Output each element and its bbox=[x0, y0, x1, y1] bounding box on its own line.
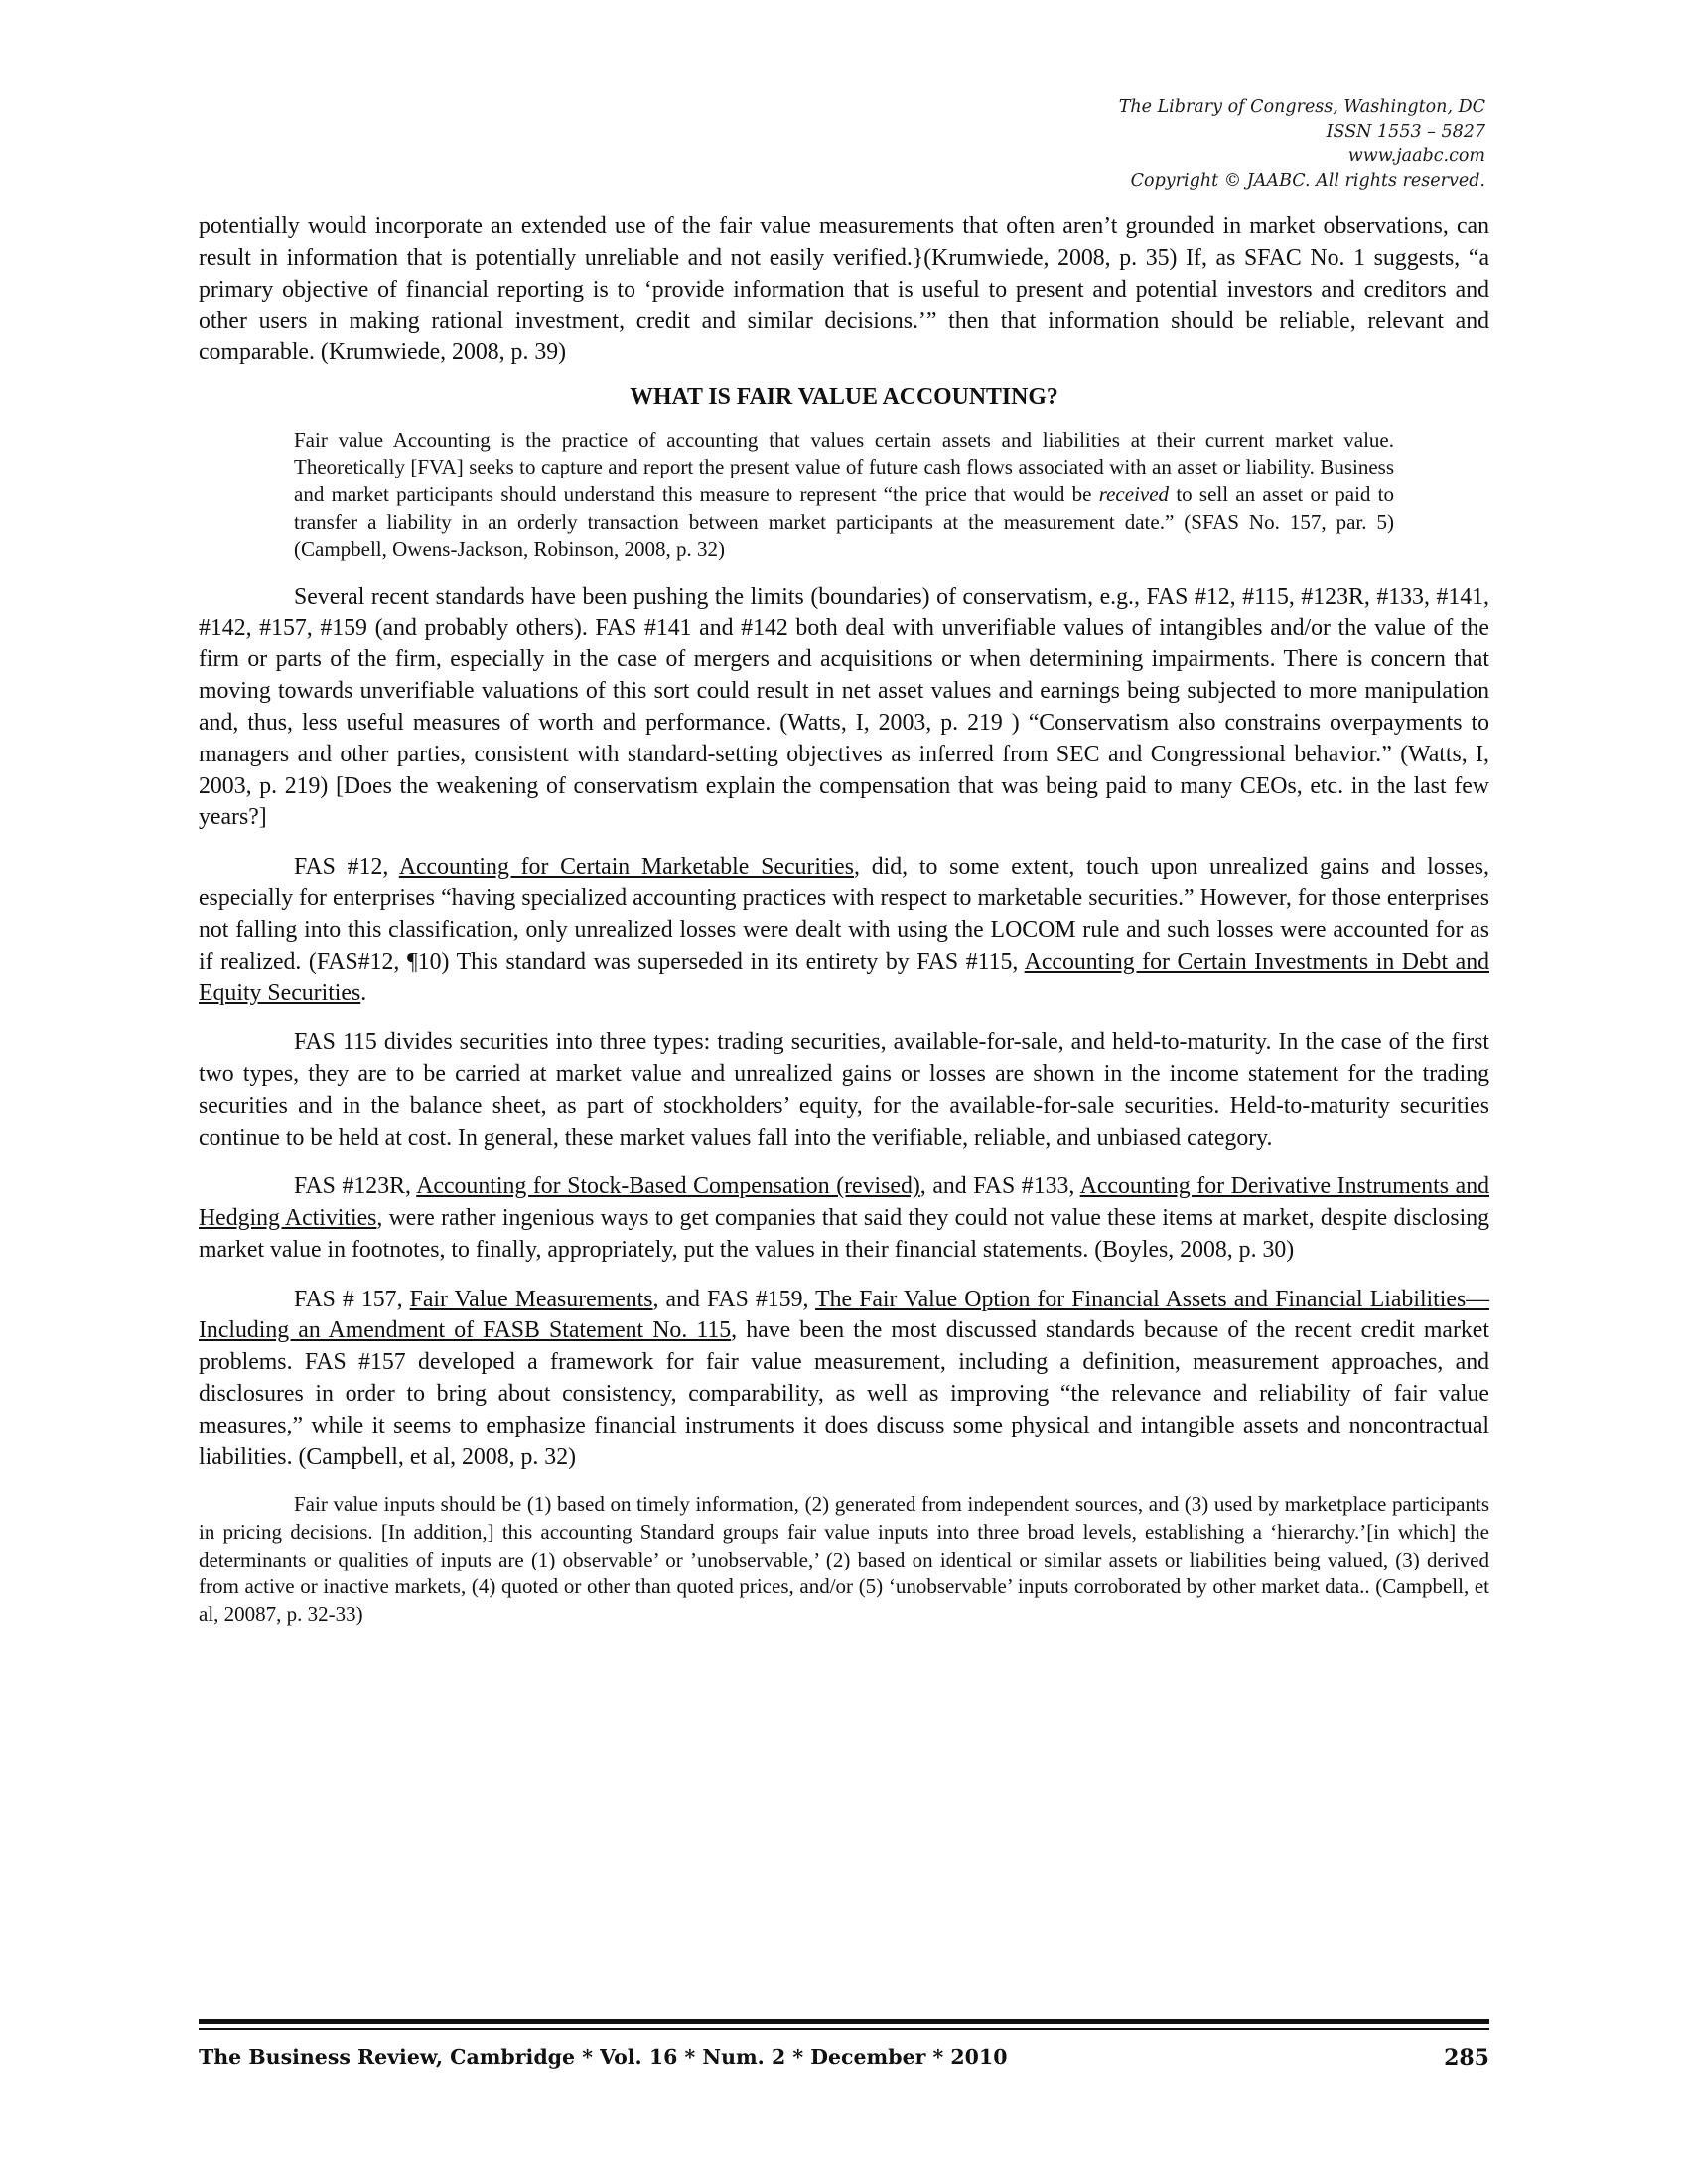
block-quote-definition bbox=[294, 427, 1394, 564]
text-run: , have been the most discussed standards because of the recent credit market problems. FAS #157 developed a framework for fair value measurement, including a definition, measurement approaches, and disclosures in order to bring about consistency, comparability, as well as improving “the relevance and reliability of fair value measures,” while it seems to emphasize financial instruments it does discuss some physical and intangible assets and noncontractual liabilities. (Campbell, et al, 2008, p. 32) bbox=[199, 1317, 1489, 1470]
header-website: www.jaabc.com bbox=[1347, 146, 1485, 166]
underlined-title: The Fair Value Option for Financial Assets and Financial Liabilities—Including an Amendment of FASB Statement No. 115 bbox=[199, 1286, 1490, 1344]
footer-journal: The Business Review, Cambridge * Vol. 16 * Num. 2 * December * 2010 bbox=[199, 2045, 1008, 2069]
text-run: FAS #123R, bbox=[294, 1173, 417, 1200]
paragraph-fas123r bbox=[199, 1171, 1489, 1266]
footer-rule-thin bbox=[199, 2028, 1489, 2030]
underlined-title: Accounting for Certain Marketable Securities bbox=[398, 854, 854, 881]
text-run: , were rather ingenious ways to get companies that said they could not value these items at market, despite disclosing market value in footnotes, to finally, appropriately, put the values in their financial statements. (Boyles, 2008, p. 30) bbox=[199, 1205, 1489, 1263]
section-heading: WHAT IS FAIR VALUE ACCOUNTING? bbox=[630, 383, 1058, 410]
paragraph-fas115: FAS 115 divides securities into three types: trading securities, available-for-sale, and held-to-maturity. In the case of the first two types, they are to be carried at market value and unrealized gains or losses are shown in the income statement for the trading securities and in the balance sheet, as part of stockholders’ equity, for the available-for-sale securities. Held-to-maturity securities continue to be held at cost. In general, these market values fall into the verifiable, reliable, and unbiased category. bbox=[199, 1029, 1489, 1151]
text-run: FAS # 157, bbox=[294, 1286, 410, 1312]
underlined-title: Accounting for Derivative Instruments and Hedging Activities bbox=[199, 1173, 1490, 1232]
header-issn: ISSN 1553 – 5827 bbox=[1326, 121, 1485, 142]
paragraph-fas12 bbox=[199, 852, 1489, 1010]
running-header bbox=[929, 95, 1485, 193]
text-run: , and FAS #133, bbox=[919, 1173, 1080, 1200]
paragraph-conservatism: Several recent standards have been pushing the limits (boundaries) of conservatism, e.g., FAS #12, #115, #123R, #133, #141, #142, #157, #159 (and probably others). FAS #141 and #142 both deal with unverifiable values of intangibles and/or the value of the firm or parts of the firm, especially in the case of mergers and acquisitions or when determining impairments. There is concern that moving towards unverifiable valuations of this sort could result in net asset values and earnings being subjected to more manipulation and, thus, less useful measures of worth and performance. (Watts, I, 2003, p. 219 ) “Conservatism also constrains overpayments to managers and other parties, consistent with standard-setting objectives as inferred from SEC and Congressional behavior.” (Watts, I, 2003, p. 219) [Does the weakening of conservatism explain the compensation that was being paid to many CEOs, etc. in the last few years?] bbox=[199, 583, 1489, 831]
text-run: , did, to some extent, touch upon unrealized gains and losses, especially for enterprises “having specialized accounting practices with respect to marketable securities.” However, for those enterprises not falling into this classification, only unrealized losses were dealt with using the LOCOM rule and such losses were accounted for as if realized. (FAS#12, ¶10) This standard was superseded in its entirety by FAS #115, bbox=[199, 854, 1489, 975]
quote-emphasis: received bbox=[1098, 481, 1170, 506]
text-run: , and FAS #159, bbox=[652, 1286, 816, 1312]
paragraph-fas157 bbox=[199, 1285, 1489, 1474]
text-run: . bbox=[360, 980, 367, 1007]
footer-rule-thick bbox=[199, 2019, 1489, 2024]
text-run: FAS #12, bbox=[294, 854, 399, 881]
underlined-title: Fair Value Measurements bbox=[409, 1286, 653, 1312]
footer-page-number: 285 bbox=[1444, 2045, 1489, 2071]
header-publisher: The Library of Congress, Washington, DC bbox=[1118, 97, 1485, 117]
header-copyright: Copyright © JAABC. All rights reserved. bbox=[1130, 170, 1485, 191]
underlined-title: Accounting for Certain Investments in Debt and Equity Securities bbox=[199, 948, 1489, 1007]
paragraph-continued: potentially would incorporate an extended use of the fair value measurements that often aren’t grounded in market observations, can result in information that is potentially unreliable and not easily verified.}(Krumwiede, 2008, p. 35) If, as SFAC No. 1 suggests, “a primary objective of financial reporting is to ‘provide information that is useful to present and potential investors and creditors and other users in making rational investment, credit and similar decisions.’” then that information should be reliable, relevant and comparable. (Krumwiede, 2008, p. 39) bbox=[199, 213, 1489, 366]
block-quote-inputs: Fair value inputs should be (1) based on timely information, (2) generated from independent sources, and (3) used by marketplace participants in pricing decisions. [In addition,] this accounting Standard groups fair value inputs into three broad levels, establishing a ‘hierarchy.’[in which] the determinants or qualities of inputs are (1) observable’ or ’unobservable,’ (2) based on identical or similar assets or liabilities being valued, (3) derived from active or inactive markets, (4) quoted or other than quoted prices, and/or (5) ‘unobservable’ inputs corroborated by other market data.. (Campbell, et al, 20087, p. 32-33) bbox=[199, 1492, 1489, 1626]
article-body bbox=[199, 211, 1489, 1628]
quote-text-part: Fair value Accounting is the practice of accounting that values certain assets and liabilities at their current market value. Theoretically [FVA] seeks to capture and report the present value of future cash flows associated with an asset or liability. Business and market participants should understand this measure to represent “the price that would be bbox=[294, 427, 1394, 506]
quote-text-part: to sell an asset or paid to transfer a liability in an orderly transaction between market participants at the measurement date.” (SFAS No. 157, par. 5) (Campbell, Owens-Jackson, Robinson, 2008, p. 32) bbox=[294, 481, 1394, 562]
underlined-title: Accounting for Stock-Based Compensation (revised) bbox=[416, 1173, 920, 1200]
